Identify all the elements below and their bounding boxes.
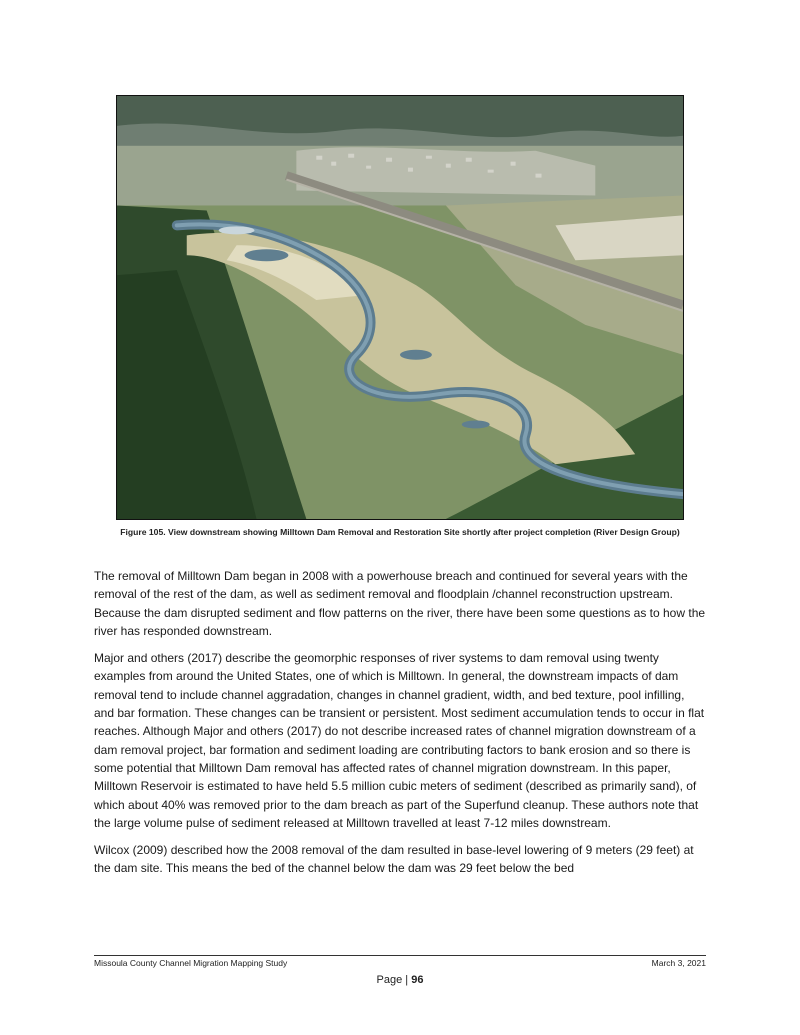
paragraph: The removal of Milltown Dam began in 2008 with a powerhouse breach and continued for several years with the removal of the rest of the dam, as well as sediment removal and floodplain /channel reconstruction upstream. Because the dam disrupted sediment and flow patterns on the river, there have been some questions as to how the river has responded downstream. — [94, 569, 706, 638]
footer-document-title: Missoula County Channel Migration Mapping Study — [94, 958, 288, 968]
body-text — [94, 567, 706, 887]
page-number-value: 96 — [411, 974, 424, 986]
figure-caption: Figure 105. View downstream showing Milltown Dam Removal and Restoration Site shortly after project completion (River Design Group) — [120, 527, 680, 537]
page-label: Page | — [376, 974, 412, 986]
page-number — [0, 974, 800, 986]
paragraph: Wilcox (2009) described how the 2008 removal of the dam resulted in base-level lowering of 9 meters (29 feet) at the dam site. This means the bed of the channel below the dam was 29 feet below the bed — [94, 843, 694, 876]
footer-date: March 3, 2021 — [651, 958, 706, 968]
paragraph: Major and others (2017) describe the geomorphic responses of river systems to dam removal using twenty examples from around the United States, one of which is Milltown. In general, the downstream impacts of dam removal tend to include channel aggradation, changes in channel gradient, width, and bed texture, pool infilling, and bar formation. These changes can be transient or persistent. Most sediment accumulation tends to occur in flat reaches. Although Major and others (2017) do not describe increased rates of channel migration downstream of a dam removal project, bar formation and sediment loading are contributing factors to bank erosion and so there is some potential that Milltown Dam removal has affected rates of channel migration downstream. In this paper, Milltown Reservoir is estimated to have held 5.5 million cubic meters of sediment (described as primarily sand), of which about 40% was removed prior to the dam breach as part of the Superfund cleanup. These authors note that the large volume pulse of sediment released at Milltown travelled at least 7-12 miles downstream. — [94, 651, 705, 830]
footer-divider — [94, 955, 706, 956]
aerial-photo — [116, 95, 684, 520]
